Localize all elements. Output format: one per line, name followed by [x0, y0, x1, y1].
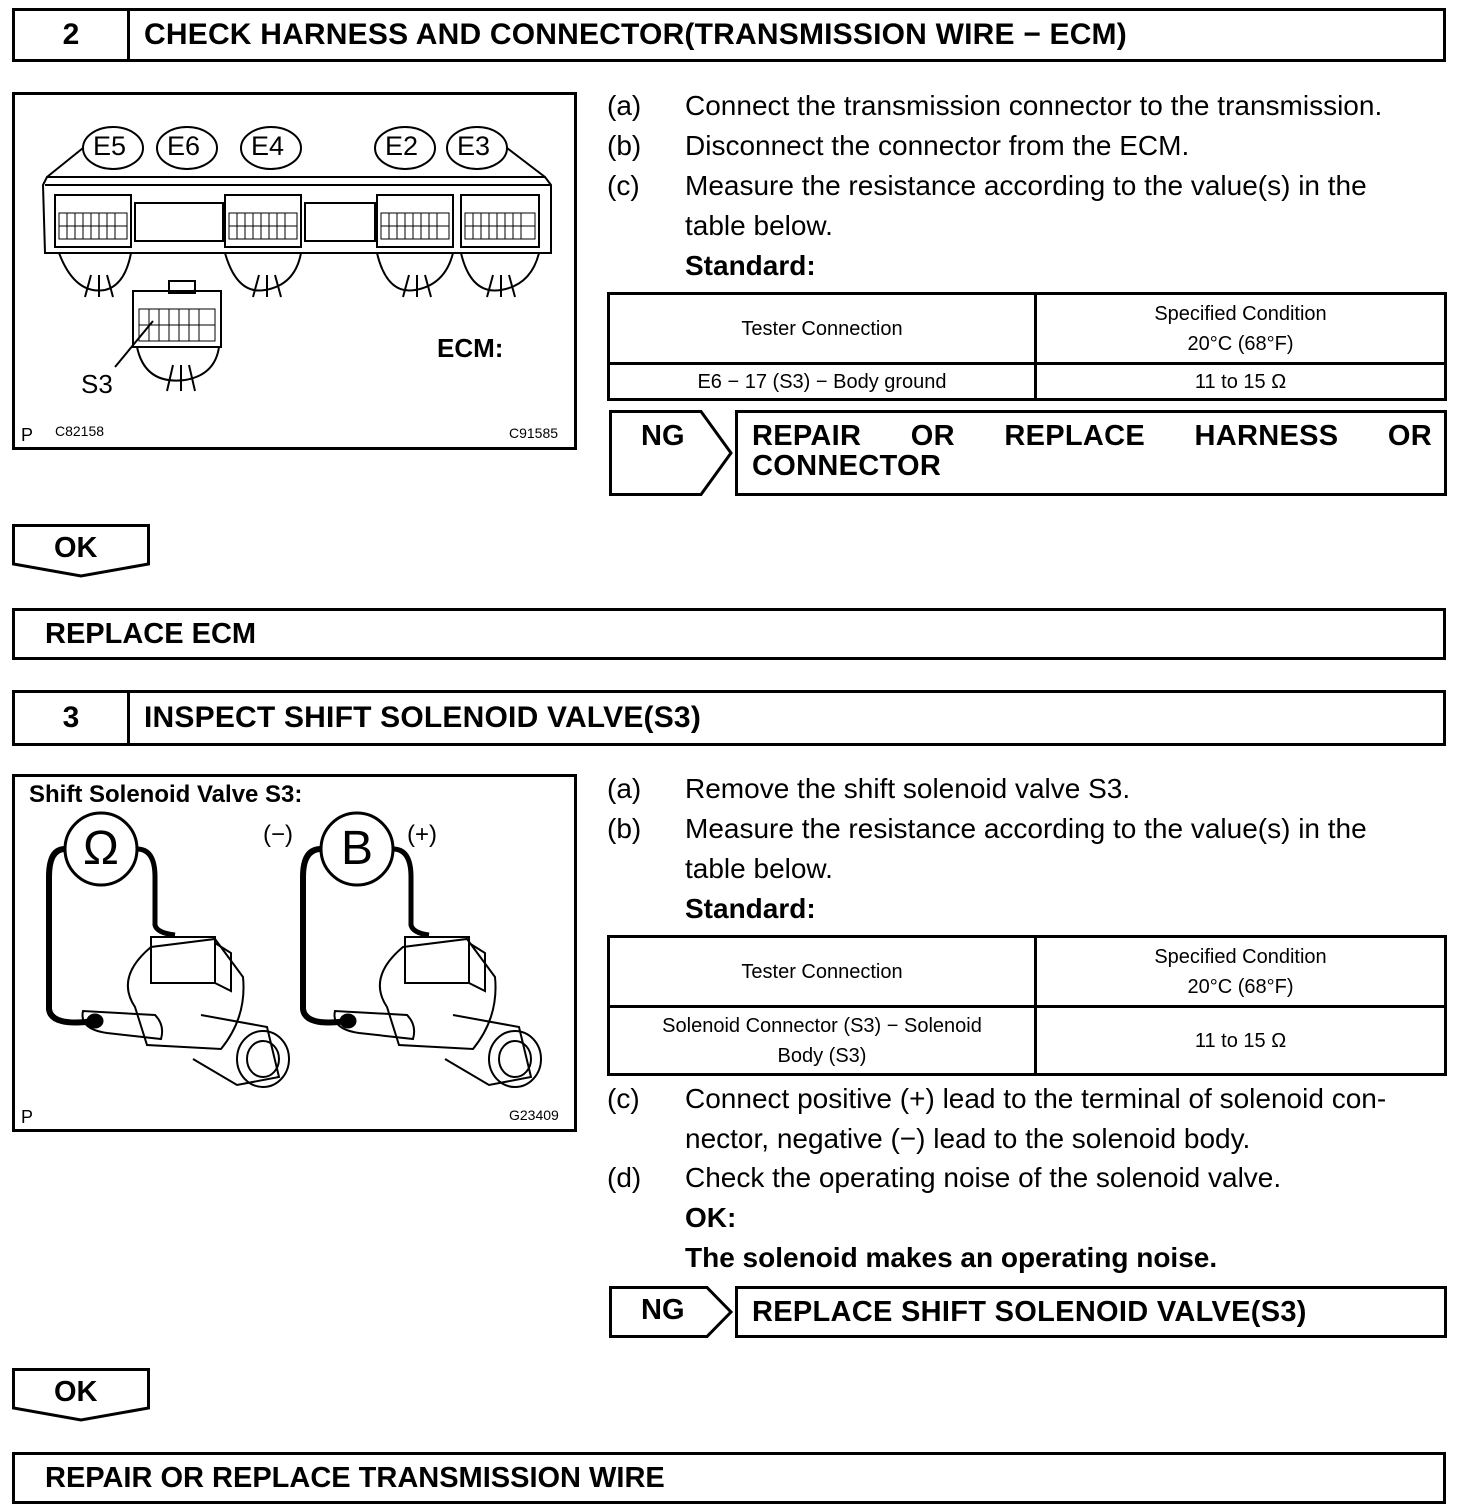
step-a — [607, 86, 1447, 126]
step-text: Disconnect the connector from the ECM. — [685, 130, 1190, 161]
step-text: Connect positive (+) lead to the terminal of solenoid con- — [685, 1083, 1387, 1114]
ng-message: REPLACE SHIFT SOLENOID VALVE(S3) — [735, 1286, 1447, 1338]
figure-code-p: P — [21, 1107, 34, 1127]
ng-message-line1: REPAIR OR REPLACE HARNESS OR — [752, 420, 1432, 452]
section-3-header — [12, 690, 1446, 746]
ecm-label: ECM: — [437, 333, 504, 363]
table-header-condition — [1036, 294, 1446, 364]
spec-table-section-3 — [607, 935, 1447, 1076]
header-condition-line2: 20°C (68°F) — [1187, 975, 1294, 998]
b-symbol: B — [340, 822, 373, 875]
step-b — [607, 126, 1447, 166]
spec-table-section-2 — [607, 292, 1447, 401]
table-cell-condition: 11 to 15 Ω — [1036, 364, 1446, 400]
step-a — [607, 769, 1447, 809]
standard-label: Standard: — [685, 250, 816, 281]
step-c — [607, 166, 1447, 206]
ng-result-section-2 — [609, 410, 1447, 496]
step-d — [607, 1158, 1447, 1198]
plus-label: (+) — [407, 821, 437, 848]
connector-label-e4: E4 — [251, 131, 285, 161]
ok-label: OK — [54, 1376, 98, 1408]
step-text: Check the operating noise of the solenoid valve. — [685, 1162, 1282, 1193]
header-condition-line2: 20°C (68°F) — [1187, 332, 1294, 355]
figure-code-right: G23409 — [509, 1107, 559, 1123]
figure-title: Shift Solenoid Valve S3: — [29, 781, 303, 808]
table-header-condition — [1036, 937, 1446, 1007]
ohm-symbol: Ω — [83, 822, 119, 875]
connector-label-e6: E6 — [167, 131, 201, 161]
step-label: (d) — [607, 1162, 642, 1193]
step-c-continued — [607, 206, 1447, 246]
solenoid-valve-figure — [12, 774, 577, 1132]
step-label: (b) — [607, 813, 642, 844]
section-title: INSPECT SHIFT SOLENOID VALVE(S3) — [144, 701, 702, 734]
s3-label: S3 — [81, 369, 113, 399]
section-number: 2 — [15, 11, 130, 59]
step-label: (a) — [607, 773, 642, 804]
step-b-continued — [607, 849, 1447, 889]
figure-code-right: C91585 — [509, 425, 559, 441]
step-label: (b) — [607, 130, 642, 161]
step-text: Measure the resistance according to the value(s) in the — [685, 813, 1367, 844]
step-text: Remove the shift solenoid valve S3. — [685, 773, 1131, 804]
connection-line1: Solenoid Connector (S3) − Solenoid — [662, 1014, 982, 1037]
step-text: Measure the resistance according to the value(s) in the — [685, 170, 1367, 201]
connector-label-e3: E3 — [457, 131, 491, 161]
step-text: table below. — [685, 210, 833, 241]
connector-label-e5: E5 — [93, 131, 127, 161]
table-cell-condition: 11 to 15 Ω — [1036, 1007, 1446, 1075]
ng-label: NG — [641, 1294, 685, 1326]
step-text: Connect the transmission connector to the transmission. — [685, 90, 1383, 121]
action-repair-transmission-wire: REPAIR OR REPLACE TRANSMISSION WIRE — [12, 1452, 1446, 1504]
step-label: (a) — [607, 90, 642, 121]
header-condition-line1: Specified Condition — [1154, 945, 1327, 968]
table-cell-connection: E6 − 17 (S3) − Body ground — [609, 364, 1036, 400]
step-c-continued — [607, 1119, 1447, 1159]
ng-label: NG — [641, 420, 685, 452]
section-title: CHECK HARNESS AND CONNECTOR(TRANSMISSION WIRE − ECM) — [144, 18, 1127, 51]
step-text: nector, negative (−) lead to the solenoid body. — [685, 1123, 1251, 1154]
step-text: table below. — [685, 853, 833, 884]
action-replace-ecm: REPLACE ECM — [12, 608, 1446, 660]
minus-label: (−) — [263, 821, 293, 848]
ok-result-section-2 — [12, 524, 152, 578]
ok-label: OK — [54, 532, 98, 564]
table-header-tester: Tester Connection — [609, 294, 1036, 364]
figure-code-p: P — [21, 425, 34, 445]
ecm-connector-figure — [12, 92, 577, 450]
connector-label-e2: E2 — [385, 131, 419, 161]
table-cell-connection — [609, 1007, 1036, 1075]
header-condition-line1: Specified Condition — [1154, 302, 1327, 325]
step-c — [607, 1079, 1447, 1119]
section-2-header — [12, 8, 1446, 62]
step-label: (c) — [607, 170, 640, 201]
ok-result-section-3 — [12, 1368, 152, 1422]
step-b — [607, 809, 1447, 849]
ng-result-section-3 — [609, 1286, 1447, 1338]
ng-message — [735, 410, 1447, 496]
ng-message-line2: CONNECTOR — [752, 450, 942, 482]
ok-condition-text: The solenoid makes an operating noise. — [685, 1242, 1218, 1273]
figure-code-left: C82158 — [55, 423, 105, 439]
step-label: (c) — [607, 1083, 640, 1114]
section-number: 3 — [15, 693, 130, 743]
standard-label: Standard: — [685, 893, 816, 924]
ok-heading: OK: — [685, 1202, 737, 1233]
table-header-tester: Tester Connection — [609, 937, 1036, 1007]
connection-line2: Body (S3) — [777, 1044, 867, 1067]
